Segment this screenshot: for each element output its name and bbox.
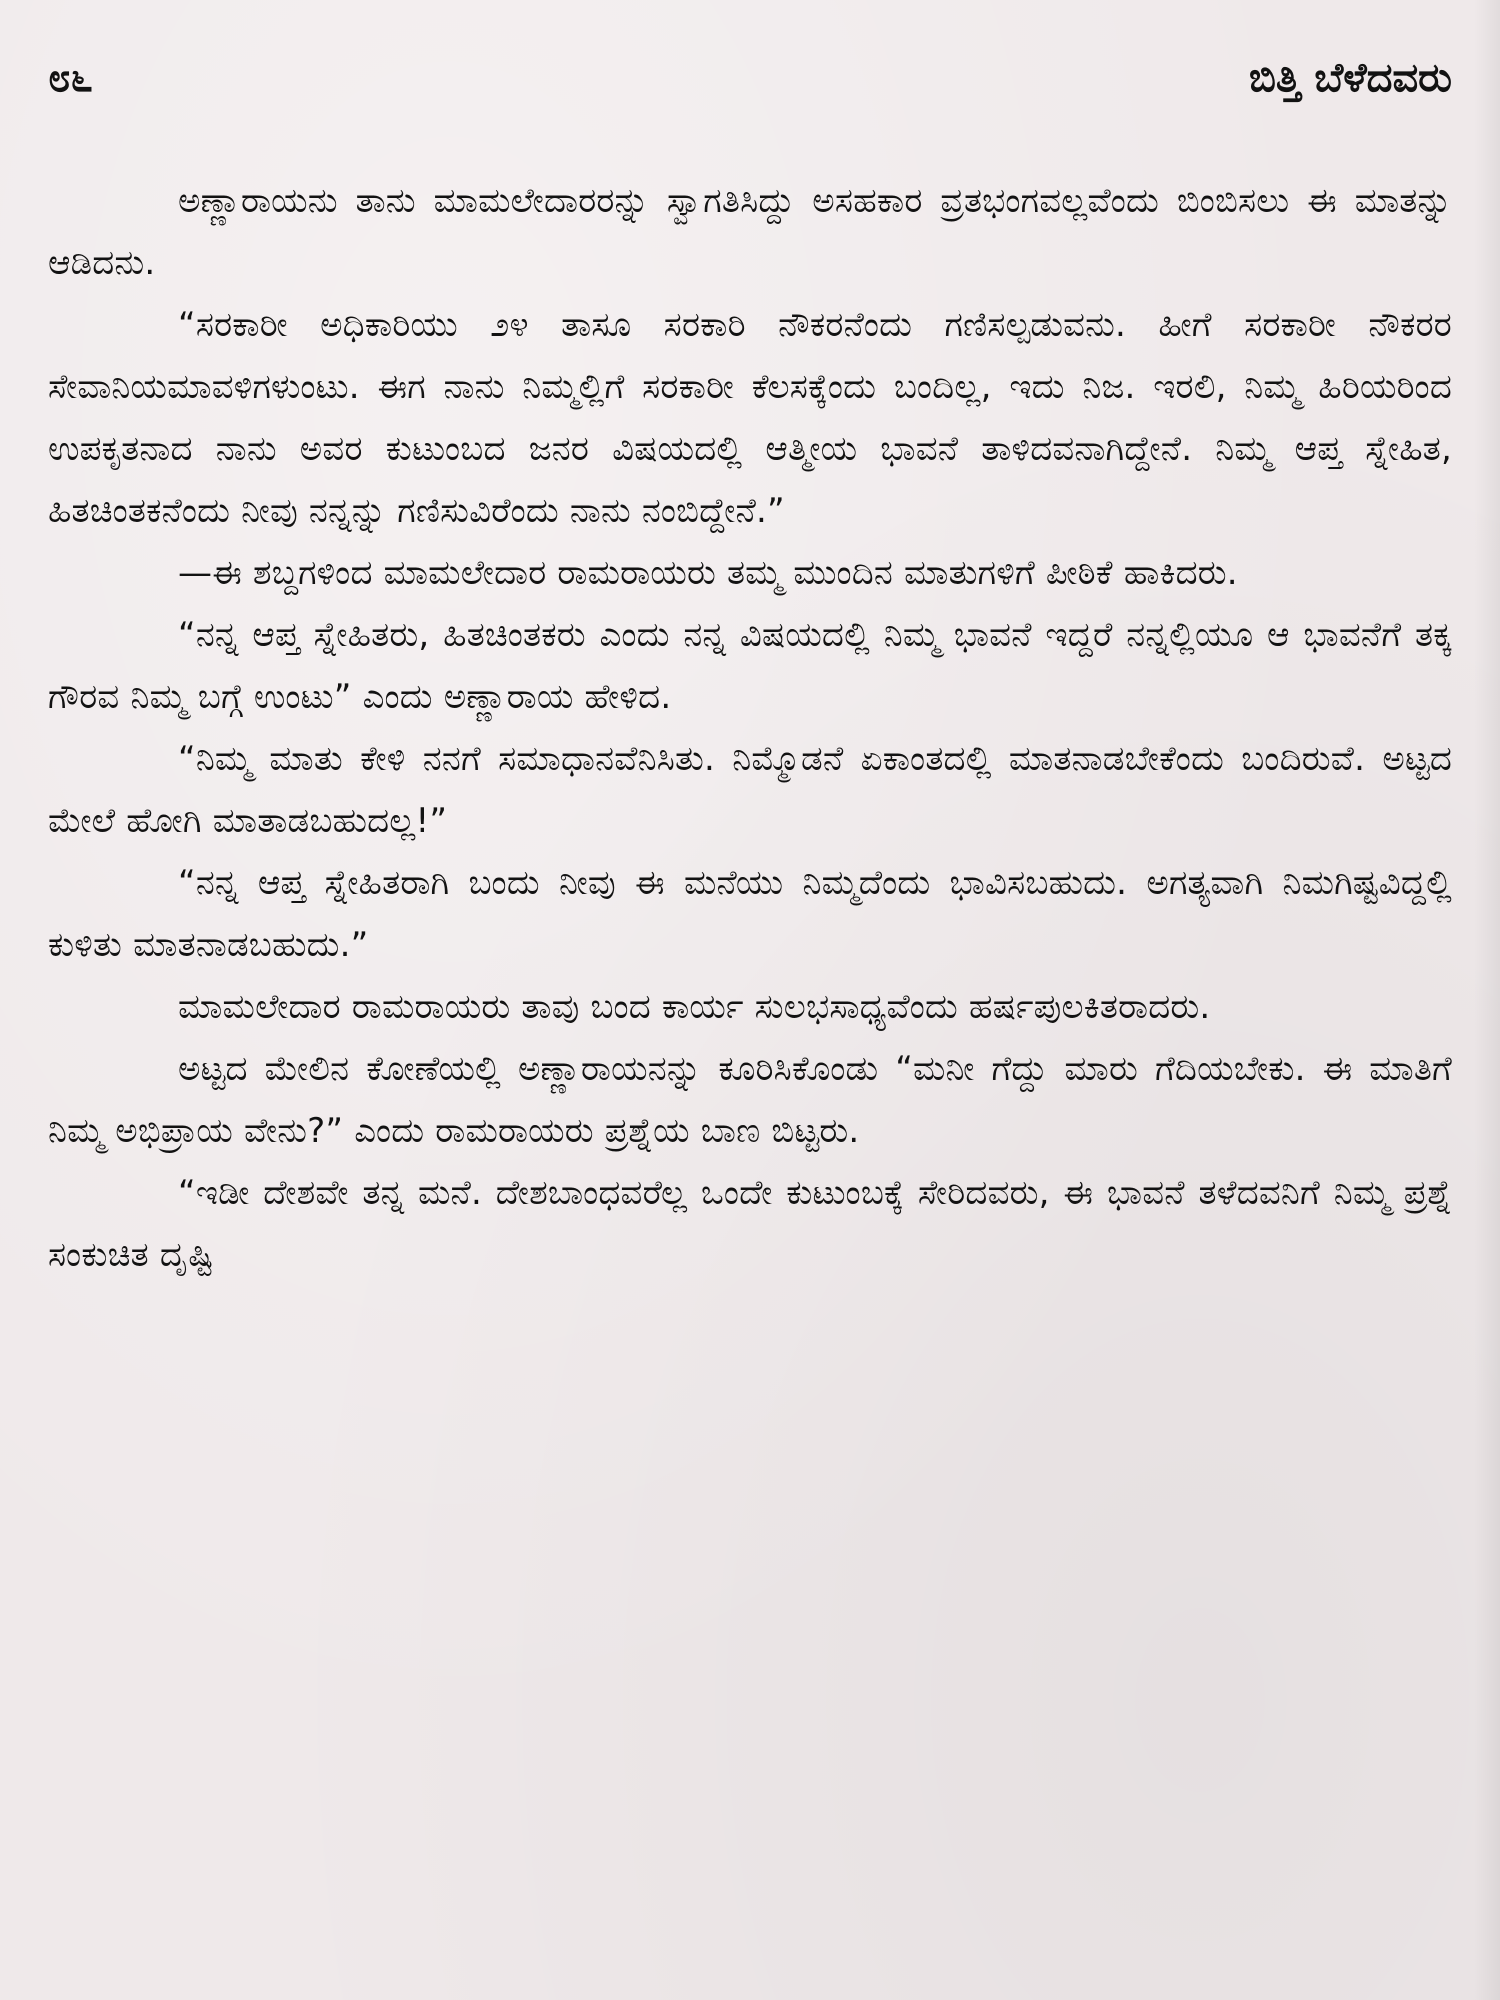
paragraph: “ಸರಕಾರೀ ಅಧಿಕಾರಿಯು ೨೪ ತಾಸೂ ಸರಕಾರಿ ನೌಕರನೆಂದು ಗಣಿಸಲ್ಪಡುವನು. ಹೀಗೆ ಸರಕಾರೀ ನೌಕರರ ಸೇವಾನಿಯಮಾವಳಿಗಳುಂಟು. ಈಗ ನಾನು ನಿಮ್ಮಲ್ಲಿಗೆ ಸರಕಾರೀ ಕೆಲಸಕ್ಕೆಂದು ಬಂದಿಲ್ಲ, ಇದು ನಿಜ. ಇರಲಿ, ನಿಮ್ಮ ಹಿರಿಯರಿಂದ ಉಪಕೃತನಾದ ನಾನು ಅವರ ಕುಟುಂಬದ ಜನರ ವಿಷಯದಲ್ಲಿ ಆತ್ಮೀಯ ಭಾವನೆ ತಾಳಿದವನಾಗಿದ್ದೇನೆ. ನಿಮ್ಮ ಆಪ್ತ ಸ್ನೇಹಿತ, ಹಿತಚಿಂತಕನೆಂದು ನೀವು ನನ್ನನ್ನು ಗಣಿಸುವಿರೆಂದು ನಾನು ನಂಬಿದ್ದೇನೆ.” xyxy=(48,305,1452,531)
running-title: ಬಿತ್ತಿ ಬೆಳೆದವರು xyxy=(1248,55,1452,101)
page-edge-shadow xyxy=(1474,0,1500,2000)
paragraph: —ಈ ಶಬ್ದಗಳಿಂದ ಮಾಮಲೇದಾರ ರಾಮರಾಯರು ತಮ್ಮ ಮುಂದಿನ ಮಾತುಗಳಿಗೆ ಪೀಠಿಕೆ ಹಾಕಿದರು. xyxy=(178,553,1238,593)
page-body xyxy=(48,170,1452,1286)
paragraph: “ನನ್ನ ಆಪ್ತ ಸ್ನೇಹಿತರು, ಹಿತಚಿಂತಕರು ಎಂದು ನನ್ನ ವಿಷಯದಲ್ಲಿ ನಿಮ್ಮ ಭಾವನೆ ಇದ್ದರೆ ನನ್ನಲ್ಲಿಯೂ ಆ ಭಾವನೆಗೆ ತಕ್ಕ ಗೌರವ ನಿಮ್ಮ ಬಗ್ಗೆ ಉಂಟು” ಎಂದು ಅಣ್ಣಾರಾಯ ಹೇಳಿದ. xyxy=(48,615,1452,717)
paragraph: “ನಿಮ್ಮ ಮಾತು ಕೇಳಿ ನನಗೆ ಸಮಾಧಾನವೆನಿಸಿತು. ನಿಮ್ಮೊಡನೆ ಏಕಾಂತದಲ್ಲಿ ಮಾತನಾಡಬೇಕೆಂದು ಬಂದಿರುವೆ. ಅಟ್ಟದ ಮೇಲೆ ಹೋಗಿ ಮಾತಾಡಬಹುದಲ್ಲ!” xyxy=(48,739,1452,841)
paragraph: ಅಣ್ಣಾರಾಯನು ತಾನು ಮಾಮಲೇದಾರರನ್ನು ಸ್ವಾಗತಿಸಿದ್ದು ಅಸಹಕಾರ ವ್ರತಭಂಗವಲ್ಲವೆಂದು ಬಿಂಬಿಸಲು ಈ ಮಾತನ್ನು ಆಡಿದನು. xyxy=(48,181,1452,283)
paragraph: “ನನ್ನ ಆಪ್ತ ಸ್ನೇಹಿತರಾಗಿ ಬಂದು ನೀವು ಈ ಮನೆಯು ನಿಮ್ಮದೆಂದು ಭಾವಿಸಬಹುದು. ಅಗತ್ಯವಾಗಿ ನಿಮಗಿಷ್ಟವಿದ್ದಲ್ಲಿ ಕುಳಿತು ಮಾತನಾಡಬಹುದು.” xyxy=(48,863,1452,965)
paragraph: ಮಾಮಲೇದಾರ ರಾಮರಾಯರು ತಾವು ಬಂದ ಕಾರ್ಯ ಸುಲಭಸಾಧ್ಯವೆಂದು ಹರ್ಷಪುಲಕಿತರಾದರು. xyxy=(178,987,1211,1027)
paragraph: “ಇಡೀ ದೇಶವೇ ತನ್ನ ಮನೆ. ದೇಶಬಾಂಧವರೆಲ್ಲ ಒಂದೇ ಕುಟುಂಬಕ್ಕೆ ಸೇರಿದವರು, ಈ ಭಾವನೆ ತಳೆದವನಿಗೆ ನಿಮ್ಮ ಪ್ರಶ್ನೆ ಸಂಕುಚಿತ ದೃಷ್ಟಿ xyxy=(48,1173,1453,1275)
page-header xyxy=(48,48,1452,108)
paragraph: ಅಟ್ಟದ ಮೇಲಿನ ಕೋಣೆಯಲ್ಲಿ ಅಣ್ಣಾರಾಯನನ್ನು ಕೂರಿಸಿಕೊಂಡು “ಮನೀ ಗೆದ್ದು ಮಾರು ಗೆದಿಯಬೇಕು. ಈ ಮಾತಿಗೆ ನಿಮ್ಮ ಅಭಿಪ್ರಾಯ ವೇನು?” ಎಂದು ರಾಮರಾಯರು ಪ್ರಶ್ನೆಯ ಬಾಣ ಬಿಟ್ಟರು. xyxy=(48,1049,1452,1151)
page-number: ೮೬ xyxy=(48,55,93,101)
